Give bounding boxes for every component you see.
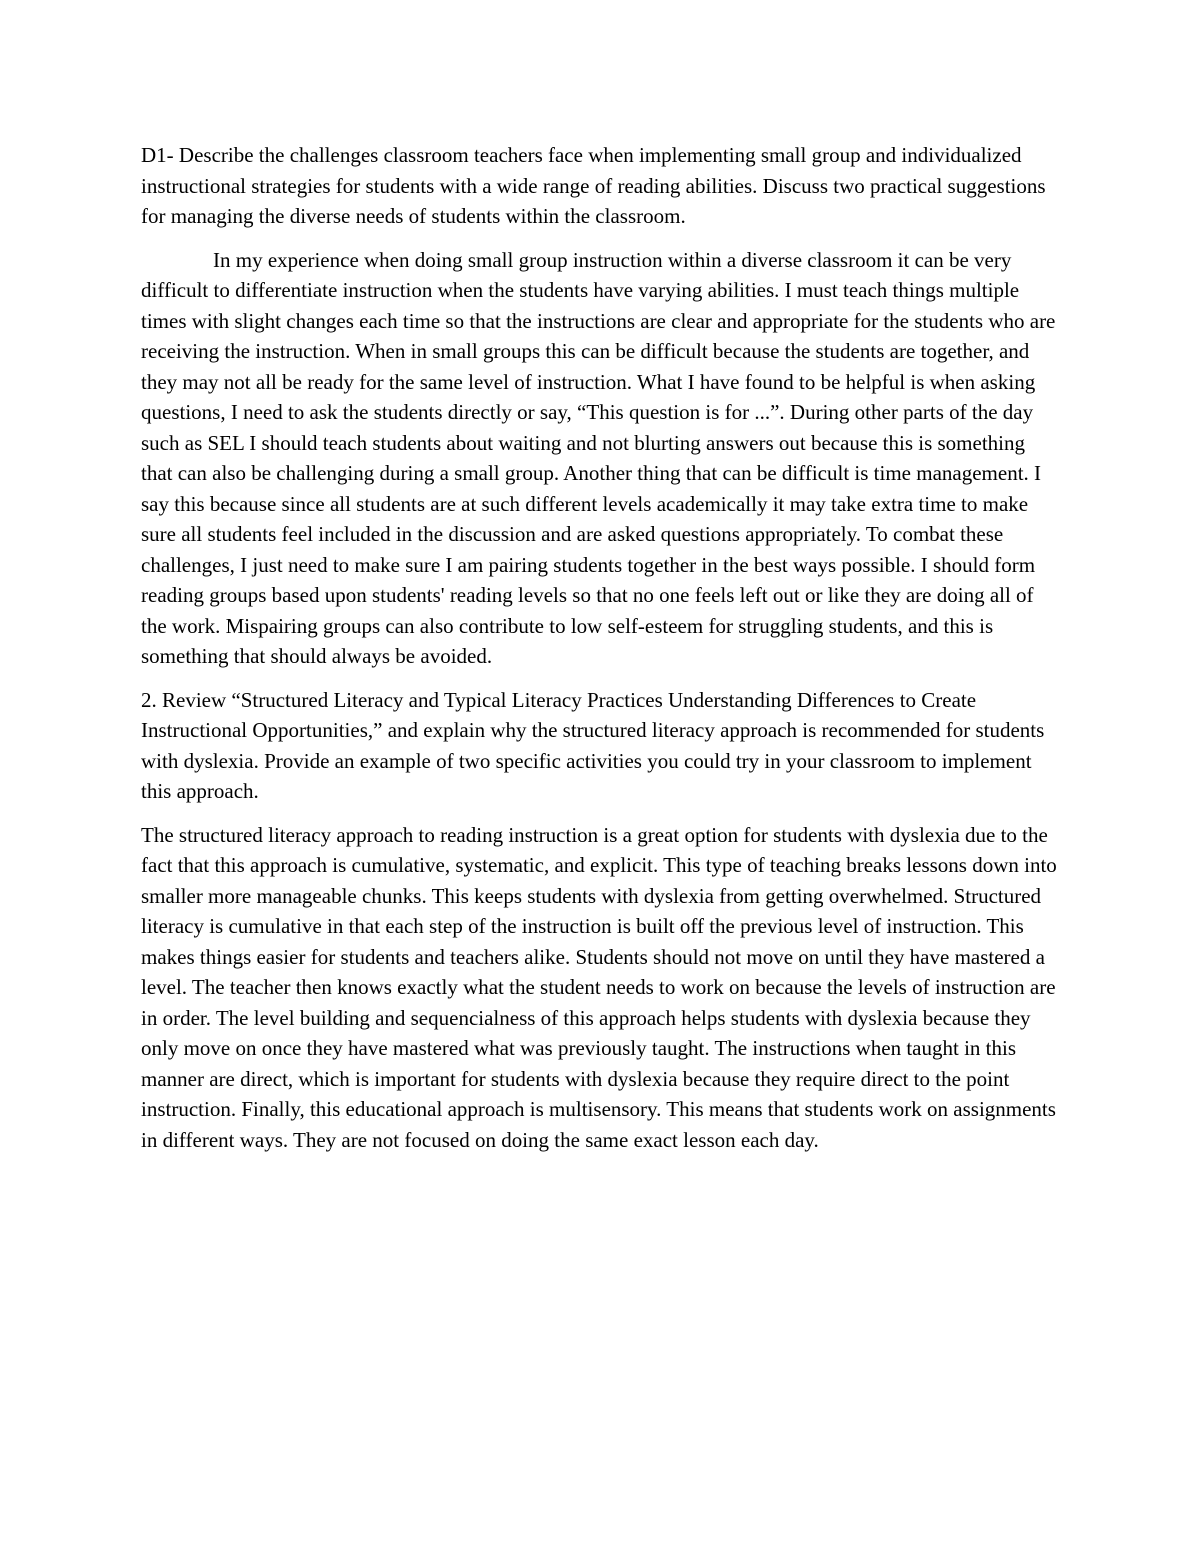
question-2-paragraph: 2. Review “Structured Literacy and Typical Literacy Practices Understanding Differences to Create Instructional Opportunities,” and explain why the structured literacy approach is recommended for students with dyslexia. Provide an example of two specific activities you could try in your classroom to implement this approach. — [141, 687, 1045, 803]
question-d1-paragraph: D1- Describe the challenges classroom teachers face when implementing small group and individualized instructional strategies for students with a wide range of reading abilities. Discuss two practical suggestions for managing the diverse needs of students within the classroom. — [141, 143, 1046, 228]
answer-2-paragraph: The structured literacy approach to reading instruction is a great option for students with dyslexia due to the fact that this approach is cumulative, systematic, and explicit. This type of teaching breaks lessons down into smaller more manageable chunks. This keeps students with dyslexia from getting overwhelmed. Structured literacy is cumulative in that each step of the instruction is built off the previous level of instruction. This makes things easier for students and teachers alike. Students should not move on until they have mastered a level. The teacher then knows exactly what the student needs to work on because the levels of instruction are in order. The level building and sequencialness of this approach helps students with dyslexia because they only move on once they have mastered what was previously taught. The instructions when taught in this manner are direct, which is important for students with dyslexia because they require direct to the point instruction. Finally, this educational approach is multisensory. This means that students work on assignments in different ways. They are not focused on doing the same exact lesson each day. — [141, 822, 1057, 1152]
answer-d1-paragraph: In my experience when doing small group instruction within a diverse classroom it can be very difficult to differentiate instruction when the students have varying abilities. I must teach things multiple times with slight changes each time so that the instructions are clear and appropriate for the students who are receiving the instruction. When in small groups this can be difficult because the students are together, and they may not all be ready for the same level of instruction. What I have found to be helpful is when asking questions, I need to ask the students directly or say, “This question is for ...”. During other parts of the day such as SEL I should teach students about waiting and not blurting answers out because this is something that can also be challenging during a small group. Another thing that can be difficult is time management. I say this because since all students are at such different levels academically it may take extra time to make sure all students feel included in the discussion and are asked questions appropriately. To combat these challenges, I just need to make sure I am pairing students together in the best ways possible. I should form reading groups based upon students' reading levels so that no one feels left out or like they are doing all of the work. Mispairing groups can also contribute to low self-esteem for struggling students, and this is something that should always be avoided. — [141, 247, 1056, 668]
